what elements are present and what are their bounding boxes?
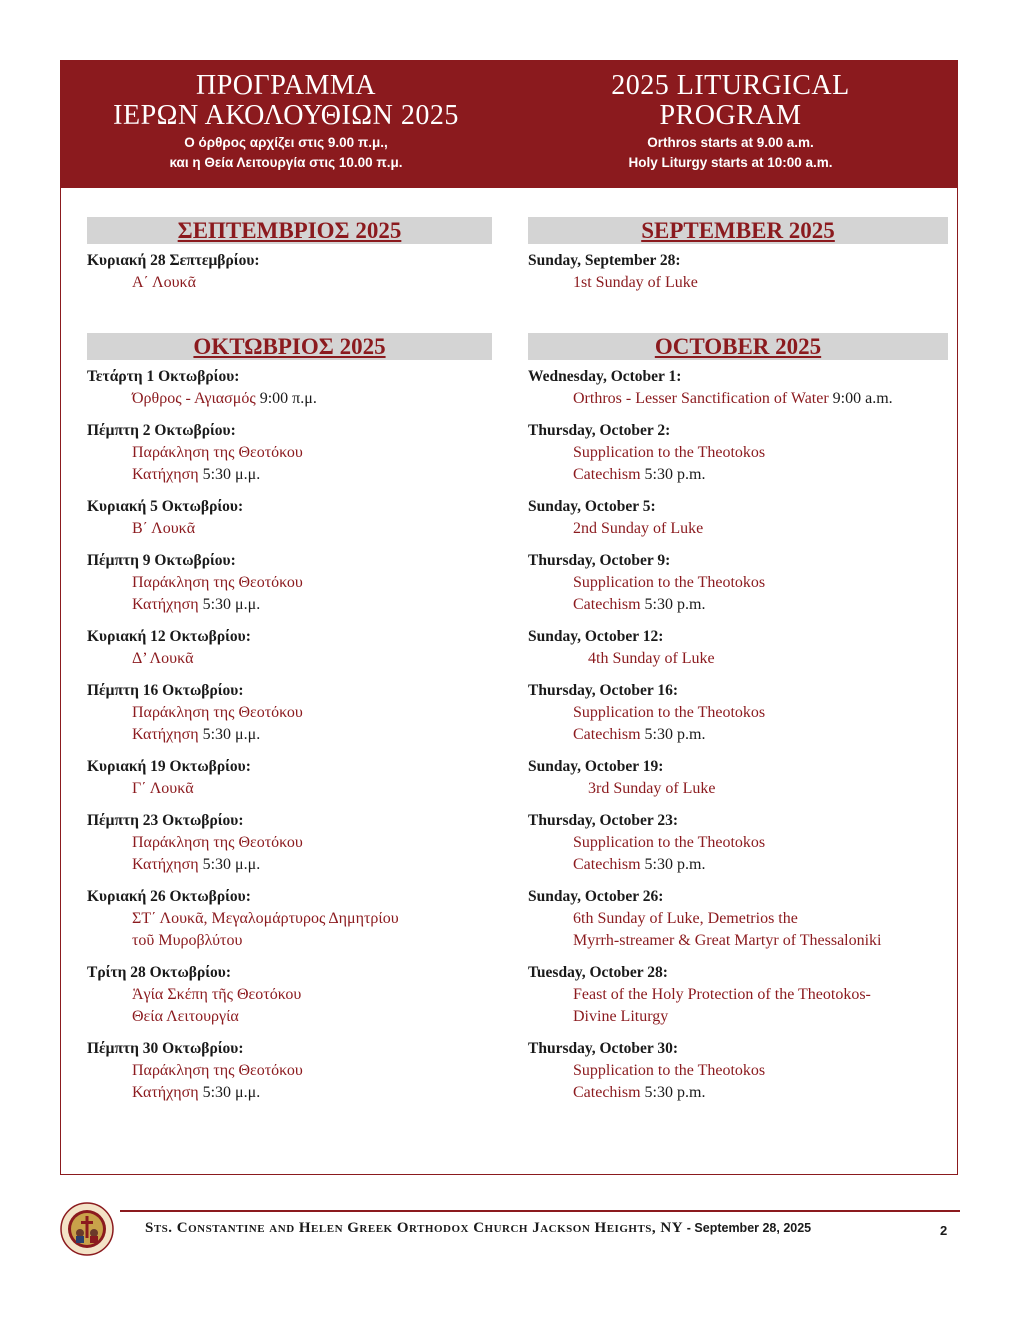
service-name: Παράκληση της Θεοτόκου <box>132 704 303 721</box>
entry-date: Thursday, October 9: <box>528 552 671 569</box>
month-heading-september: ΣΕΠΤΕΜΒΡΙΟΣ 2025 <box>87 217 492 244</box>
service-time: 5:30 p.m. <box>644 466 706 483</box>
entry-service-line <box>528 594 948 616</box>
entry-service-line <box>528 832 948 854</box>
service-time: 5:30 μ.μ. <box>202 726 261 743</box>
schedule-entry <box>528 886 948 952</box>
footer-church: Sts. Constantine and Helen Greek Orthodox Church Jackson Heights, NY <box>145 1220 683 1236</box>
schedule-entry <box>87 626 492 670</box>
service-name: Θεία Λειτουργία <box>132 1008 239 1025</box>
service-name: Κατήχηση <box>132 466 199 483</box>
schedule-entry <box>528 810 948 876</box>
schedule-entry <box>528 1038 948 1104</box>
schedule-entry <box>87 550 492 616</box>
entry-service-line <box>528 572 948 594</box>
service-name: Supplication to the Theotokos <box>573 1062 766 1079</box>
entry-date: Tuesday, October 28: <box>528 964 668 981</box>
entry-date: Sunday, October 19: <box>528 758 664 775</box>
service-time: 5:30 p.m. <box>644 856 706 873</box>
schedule-entry <box>528 420 948 486</box>
entry-service-line <box>87 1006 492 1028</box>
entry-date: Τετάρτη 1 Οκτωβρίου: <box>87 368 240 385</box>
service-name: Δ’ Λουκᾶ <box>132 650 194 667</box>
entry-service-line <box>87 908 492 930</box>
entry-service-line <box>528 724 948 746</box>
greek-title-line1: ΠΡΟΓΡΑΜΜΑ <box>196 70 376 101</box>
entry-date: Sunday, October 12: <box>528 628 664 645</box>
entry-date: Sunday, October 26: <box>528 888 664 905</box>
entry-service-line <box>528 518 948 540</box>
entry-service-line <box>87 594 492 616</box>
schedule-entry <box>528 366 948 410</box>
service-time: 9:00 a.m. <box>832 390 893 407</box>
schedule-entry <box>87 1038 492 1104</box>
entry-service-line <box>528 388 948 410</box>
english-title-line1: 2025 LITURGICAL <box>611 70 850 101</box>
schedule-entry <box>87 680 492 746</box>
service-name: 2nd Sunday of Luke <box>573 520 704 537</box>
entry-date: Κυριακή 26 Οκτωβρίου: <box>87 888 251 905</box>
service-name: Όρθρος - Αγιασμός <box>132 390 256 407</box>
entry-service-line <box>528 1060 948 1082</box>
entry-service-line <box>528 908 948 930</box>
greek-sub-line1: Ο όρθρος αρχίζει στις 9.00 π.μ., <box>184 135 388 150</box>
entry-date: Thursday, October 23: <box>528 812 678 829</box>
schedule-entry <box>528 626 948 670</box>
entry-service-line <box>87 518 492 540</box>
schedule-entry <box>87 886 492 952</box>
entry-service-line <box>87 388 492 410</box>
service-time: 5:30 μ.μ. <box>202 466 261 483</box>
service-name: Supplication to the Theotokos <box>573 444 766 461</box>
service-name: Orthros - Lesser Sanctification of Water <box>573 390 829 407</box>
service-time: 5:30 p.m. <box>644 726 706 743</box>
schedule-entry <box>528 550 948 616</box>
entry-date: Πέμπτη 9 Οκτωβρίου: <box>87 552 236 569</box>
entry-date: Πέμπτη 23 Οκτωβρίου: <box>87 812 244 829</box>
entry-date: Sunday, September 28: <box>528 252 681 269</box>
entry-service-line <box>87 464 492 486</box>
entry-date: Κυριακή 19 Οκτωβρίου: <box>87 758 251 775</box>
header-banner <box>61 61 957 188</box>
service-name: Παράκληση της Θεοτόκου <box>132 1062 303 1079</box>
entry-service-line <box>528 1006 948 1028</box>
english-sub-line1: Orthros starts at 9.00 a.m. <box>647 135 814 150</box>
entry-service-line <box>528 702 948 724</box>
service-name: Παράκληση της Θεοτόκου <box>132 574 303 591</box>
entry-service-line <box>87 854 492 876</box>
entry-date: Πέμπτη 2 Οκτωβρίου: <box>87 422 236 439</box>
service-time: 5:30 p.m. <box>644 596 706 613</box>
schedule-entry <box>528 496 948 540</box>
entry-date: Πέμπτη 16 Οκτωβρίου: <box>87 682 244 699</box>
service-name: Catechism <box>573 1084 641 1101</box>
service-name: Ἁγία Σκέπη τῆς Θεοτόκου <box>132 986 302 1003</box>
service-name: Supplication to the Theotokos <box>573 834 766 851</box>
entry-service-line <box>528 778 948 800</box>
service-name: Feast of the Holy Protection of the Theotokos- <box>573 986 871 1003</box>
entry-date: Sunday, October 5: <box>528 498 656 515</box>
entry-service-line <box>528 1082 948 1104</box>
entry-service-line <box>87 272 492 294</box>
month-heading-september: SEPTEMBER 2025 <box>528 217 948 244</box>
service-name: Supplication to the Theotokos <box>573 704 766 721</box>
schedule-entry <box>87 420 492 486</box>
entry-service-line <box>87 930 492 952</box>
entry-service-line <box>528 930 948 952</box>
service-name: Κατήχηση <box>132 1084 199 1101</box>
service-name: Γ΄ Λουκᾶ <box>132 780 194 797</box>
english-column <box>528 217 948 1104</box>
entry-service-line <box>528 442 948 464</box>
schedule-entry <box>87 756 492 800</box>
entry-service-line <box>528 648 948 670</box>
entry-service-line <box>87 648 492 670</box>
service-name: 6th Sunday of Luke, Demetrios the <box>573 910 798 927</box>
month-heading-october: ΟΚΤΩΒΡΙΟΣ 2025 <box>87 333 492 360</box>
schedule-entry <box>87 962 492 1028</box>
service-name: Παράκληση της Θεοτόκου <box>132 834 303 851</box>
greek-header <box>61 71 511 173</box>
entry-service-line <box>528 272 948 294</box>
service-name: Α΄ Λουκᾶ <box>132 274 196 291</box>
english-header <box>503 71 958 173</box>
service-name: Κατήχηση <box>132 856 199 873</box>
service-name: Κατήχηση <box>132 596 199 613</box>
church-seal-icon <box>60 1202 114 1256</box>
entry-date: Thursday, October 16: <box>528 682 678 699</box>
footer-date: - September 28, 2025 <box>686 1221 812 1235</box>
english-sub-line2: Holy Liturgy starts at 10:00 a.m. <box>628 155 833 170</box>
entry-service-line <box>528 854 948 876</box>
service-name: 1st Sunday of Luke <box>573 274 698 291</box>
month-heading-october: OCTOBER 2025 <box>528 333 948 360</box>
entry-service-line <box>528 984 948 1006</box>
service-time: 5:30 p.m. <box>644 1084 706 1101</box>
service-time: 5:30 μ.μ. <box>202 596 261 613</box>
entry-service-line <box>87 442 492 464</box>
schedule-entry <box>87 366 492 410</box>
footer-rule <box>120 1210 960 1212</box>
service-name: Catechism <box>573 856 641 873</box>
entry-service-line <box>87 778 492 800</box>
english-title-line2: PROGRAM <box>659 100 802 131</box>
entry-service-line <box>87 1082 492 1104</box>
entry-date: Πέμπτη 30 Οκτωβρίου: <box>87 1040 244 1057</box>
entry-service-line <box>87 984 492 1006</box>
entry-service-line <box>87 724 492 746</box>
entry-service-line <box>528 464 948 486</box>
entry-date: Κυριακή 12 Οκτωβρίου: <box>87 628 251 645</box>
entry-service-line <box>87 832 492 854</box>
month-gap <box>87 294 492 333</box>
month-gap <box>528 294 948 333</box>
schedule-entry <box>528 756 948 800</box>
entry-service-line <box>87 572 492 594</box>
entry-service-line <box>87 702 492 724</box>
service-name: Catechism <box>573 596 641 613</box>
greek-column <box>87 217 492 1104</box>
service-time: 5:30 μ.μ. <box>202 856 261 873</box>
service-time: 5:30 μ.μ. <box>202 1084 261 1101</box>
service-time: 9:00 π.μ. <box>259 390 317 407</box>
service-name: Myrrh-streamer & Great Martyr of Thessaloniki <box>573 932 882 949</box>
entry-date: Τρίτη 28 Οκτωβρίου: <box>87 964 231 981</box>
service-name: 3rd Sunday of Luke <box>588 780 716 797</box>
schedule-entry <box>528 962 948 1028</box>
service-name: Catechism <box>573 466 641 483</box>
schedule-entry <box>87 810 492 876</box>
entry-date: Wednesday, October 1: <box>528 368 682 385</box>
entry-date: Thursday, October 2: <box>528 422 671 439</box>
service-name: Κατήχηση <box>132 726 199 743</box>
entry-date: Thursday, October 30: <box>528 1040 678 1057</box>
schedule-entry <box>528 680 948 746</box>
service-name: Divine Liturgy <box>573 1008 669 1025</box>
service-name: Παράκληση της Θεοτόκου <box>132 444 303 461</box>
greek-title-line2: ΙΕΡΩΝ ΑΚΟΛΟΥΘΙΩΝ 2025 <box>113 100 459 131</box>
program-frame <box>60 60 958 1175</box>
footer-church-name <box>145 1220 811 1237</box>
service-name: Supplication to the Theotokos <box>573 574 766 591</box>
schedule-entry <box>87 250 492 294</box>
service-name: Β΄ Λουκᾶ <box>132 520 196 537</box>
service-name: τοῦ Μυροβλύτου <box>132 932 243 949</box>
entry-date: Κυριακή 28 Σεπτεμβρίου: <box>87 252 260 269</box>
entry-date: Κυριακή 5 Οκτωβρίου: <box>87 498 244 515</box>
service-name: ΣΤ΄ Λουκᾶ, Μεγαλομάρτυρος Δημητρίου <box>132 910 399 927</box>
service-name: Catechism <box>573 726 641 743</box>
entry-service-line <box>87 1060 492 1082</box>
schedule-entry <box>87 496 492 540</box>
greek-sub-line2: και η Θεία Λειτουργία στις 10.00 π.μ. <box>169 155 403 170</box>
page-number: 2 <box>940 1223 948 1238</box>
schedule-entry <box>528 250 948 294</box>
service-name: 4th Sunday of Luke <box>588 650 715 667</box>
